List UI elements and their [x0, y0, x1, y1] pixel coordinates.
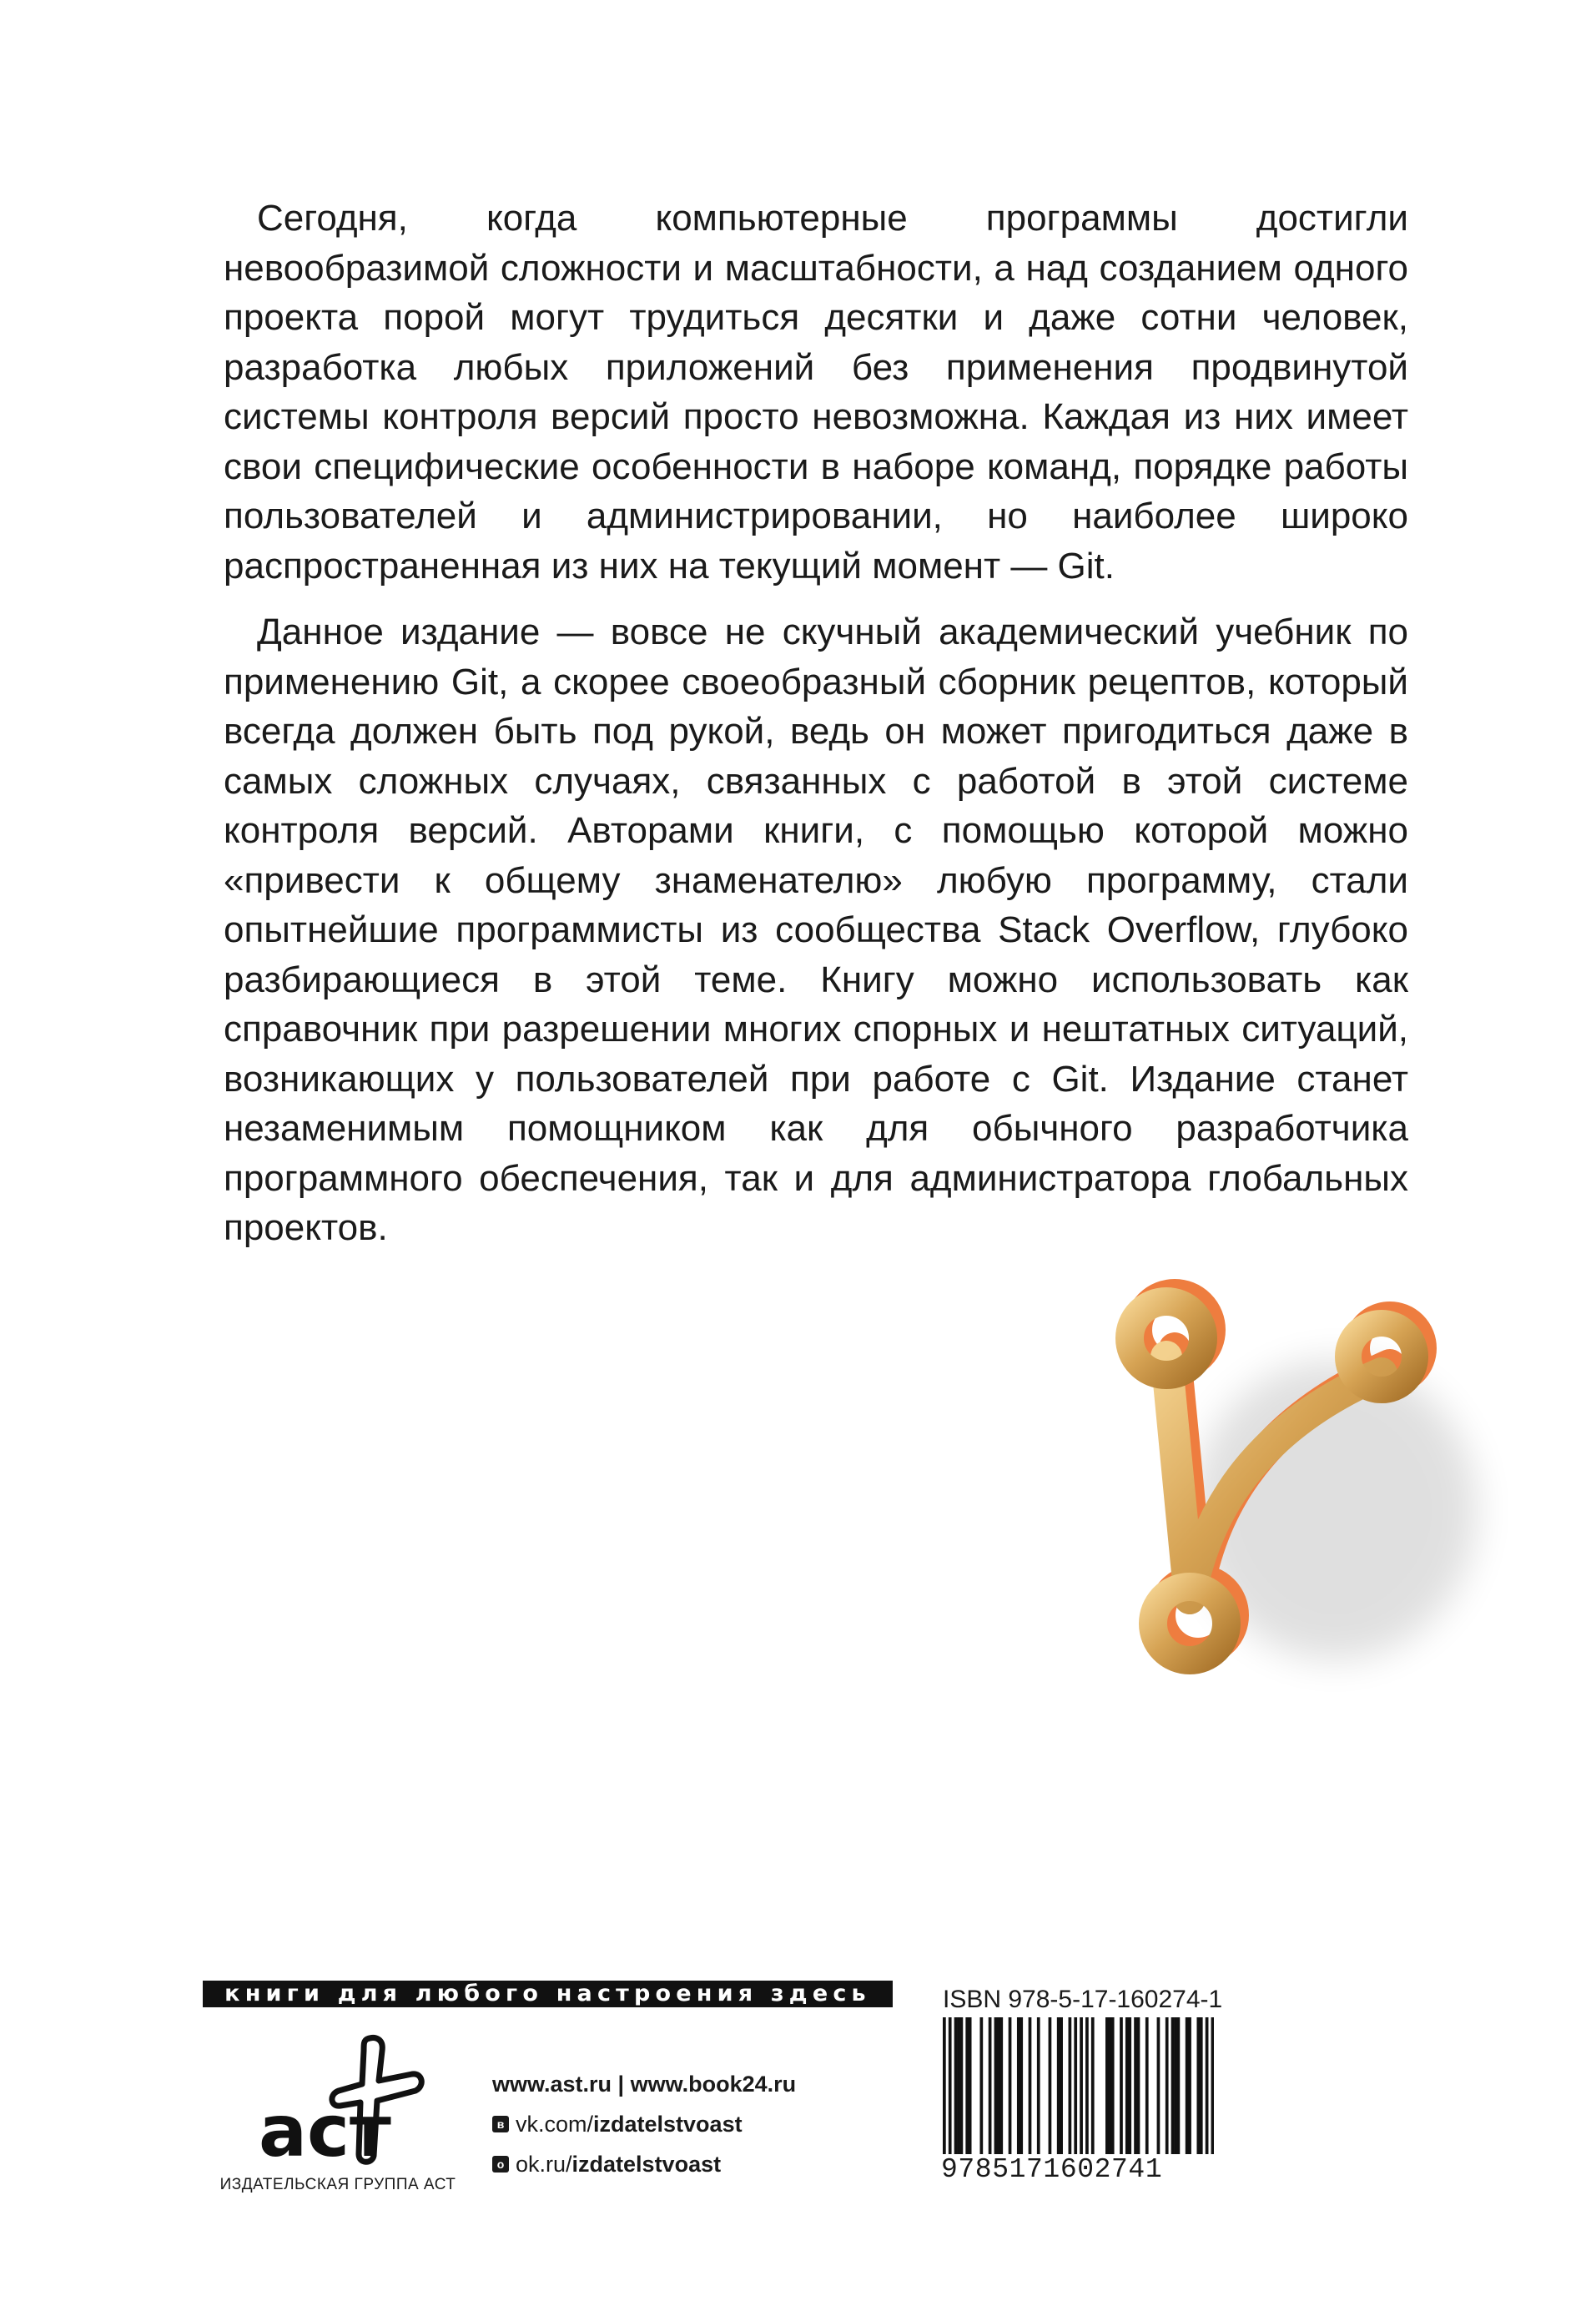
barcode-bar [965, 2017, 969, 2154]
annotation-paragraph-1: Сегодня, когда компьютерные программы достигли невообразимой сложности и масштабности, а над созданием одного проекта порой могут трудиться десятки и даже сотни человек, разработка любых приложений без применения продвинутой системы контроля версий просто невозможна. Каждая из них имеет свои специфические особенности в наборе команд, порядке работы пользователей и администрировании, но наиболее широко распространенная из них на текущий момент — Git. [224, 198, 1408, 587]
vk-icon: в [492, 2116, 509, 2132]
git-branch-icon [1076, 1235, 1510, 1702]
barcode-bar [954, 2017, 958, 2154]
barcode-bar [999, 2017, 1003, 2154]
barcode-bar [960, 2017, 964, 2154]
barcode-number: 9785171602741 [939, 2154, 1216, 2185]
barcode-bar [1134, 2017, 1137, 2154]
barcode-bar [1206, 2017, 1209, 2176]
barcode-bar [1085, 2017, 1089, 2154]
barcode-bar [1157, 2017, 1160, 2154]
annotation-text [224, 194, 1408, 1270]
vk-prefix: vk.com/ [516, 2112, 594, 2137]
tagline-banner: книги для любого настроения здесь [203, 1981, 893, 2007]
ok-handle: izdatelstvoast [571, 2152, 722, 2177]
ok-link[interactable] [492, 2144, 796, 2184]
barcode-bar [1037, 2017, 1040, 2154]
barcode-bar [1137, 2017, 1140, 2154]
barcode-bar [1166, 2017, 1169, 2154]
barcode-bar [1111, 2017, 1115, 2154]
barcode-bar [1057, 2017, 1060, 2154]
barcode-bar [1200, 2017, 1203, 2154]
barcode-bar [1120, 2017, 1123, 2154]
barcode-bar [1186, 2017, 1189, 2154]
barcode-bar [1174, 2017, 1177, 2154]
publisher-websites[interactable]: www.ast.ru | www.book24.ru [492, 2072, 797, 2097]
barcode-bar [979, 2017, 983, 2154]
isbn-label: ISBN 978-5-17-160274-1 [943, 1986, 1223, 2013]
barcode-bar [1211, 2017, 1214, 2176]
barcode-bar [1074, 2017, 1077, 2176]
barcode-bar [994, 2017, 998, 2154]
barcode-bar [943, 2017, 946, 2176]
barcode-bar [1145, 2017, 1149, 2154]
barcode-bar [1128, 2017, 1131, 2154]
barcode-bar [1017, 2017, 1020, 2154]
vk-handle: izdatelstvoast [593, 2112, 743, 2137]
publisher-contacts [492, 2064, 796, 2184]
barcode-bar [1080, 2017, 1083, 2176]
barcode-bar [989, 2017, 992, 2154]
barcode-bar [1009, 2017, 1012, 2154]
ok-icon: о [492, 2156, 509, 2173]
barcode-bar [1029, 2017, 1032, 2154]
barcode-bar [1188, 2017, 1191, 2154]
barcode-bar [1069, 2017, 1072, 2154]
barcode-bar [1060, 2017, 1063, 2154]
annotation-paragraph-2: Данное издание — вовсе не скучный академический учебник по применению Git, а скорее своеобразный сборник рецептов, который всегда должен быть под рукой, ведь он может пригодиться даже в самых сложных случаях, связанных с работой в этой системе контроля версий. Авторами книги, с помощью которой можно «привести к общему знаменателю» любую программу, стали опытнейшие программисты из сообщества Stack Overflow, глубоко разбирающиеся в этой теме. Книгу можно использовать как справочник при разрешении многих спорных и нештатных ситуаций, возникающих у пользователей при работе с Git. Издание станет незаменимым помощником как для обычного разработчика программного обеспечения, так и для администратора глобальных проектов. [224, 612, 1408, 1248]
ast-logo [250, 2032, 425, 2166]
barcode-bar [1108, 2017, 1111, 2154]
vk-link[interactable] [492, 2104, 796, 2144]
barcode [943, 2017, 1214, 2176]
barcode-bar [1196, 2017, 1200, 2154]
barcode-bar [997, 2017, 1000, 2154]
barcode-bar [1171, 2017, 1175, 2154]
barcode-bar [1091, 2017, 1095, 2154]
barcode-bar [1105, 2017, 1109, 2154]
barcode-bar [1049, 2017, 1052, 2154]
barcode-bar [1125, 2017, 1129, 2154]
ast-logo-text: аст [259, 2090, 391, 2166]
barcode-bar [949, 2017, 952, 2176]
barcode-bar [969, 2017, 972, 2154]
barcode-bar [957, 2017, 960, 2154]
publisher-name: ИЗДАТЕЛЬСКАЯ ГРУППА АСТ [219, 2176, 456, 2193]
barcode-bar [1177, 2017, 1181, 2154]
barcode-bar [1020, 2017, 1023, 2154]
ok-prefix: ok.ru/ [516, 2152, 572, 2177]
